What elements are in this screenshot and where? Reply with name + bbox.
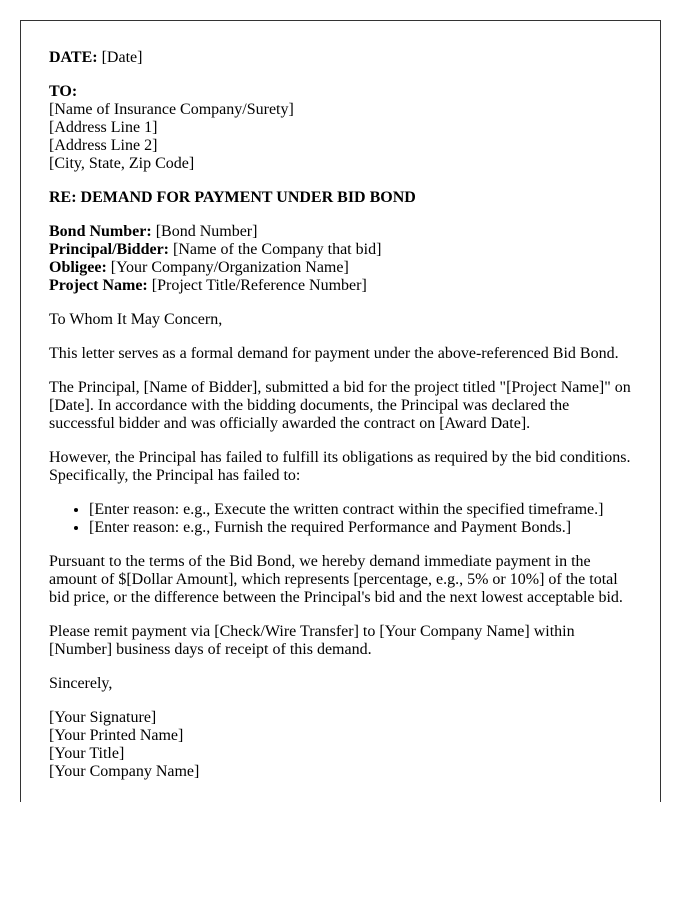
date-value: [Date] bbox=[101, 49, 143, 66]
bond-number-label: Bond Number: bbox=[49, 223, 152, 240]
bond-number-value: [Bond Number] bbox=[155, 223, 258, 240]
body-paragraph-intro: This letter serves as a formal demand for payment under the above-referenced Bid Bond. bbox=[49, 345, 619, 362]
recipient-city-state-zip: [City, State, Zip Code] bbox=[49, 155, 195, 172]
project-name-value: [Project Title/Reference Number] bbox=[151, 277, 367, 294]
signer-title: [Your Title] bbox=[49, 745, 125, 762]
reasons-list bbox=[49, 501, 632, 537]
printed-name: [Your Printed Name] bbox=[49, 727, 184, 744]
project-name-line bbox=[49, 277, 632, 295]
date-line bbox=[49, 49, 632, 67]
recipient-address-2: [Address Line 2] bbox=[49, 137, 158, 154]
recipient-block bbox=[49, 83, 632, 173]
body-paragraph-demand: Pursuant to the terms of the Bid Bond, we hereby demand immediate payment in the amount of $[Dollar Amount], which represents [percentage, e.g., 5% or 10%] of the total bid price, or the difference between the Principal's bid and the next lowest acceptable bid. bbox=[49, 553, 623, 606]
obligee-value: [Your Company/Organization Name] bbox=[110, 259, 349, 276]
reason-item: • [Enter reason: e.g., Furnish the required Performance and Payment Bonds.] bbox=[89, 519, 632, 537]
recipient-label: TO: bbox=[49, 83, 78, 100]
signer-company: [Your Company Name] bbox=[49, 763, 200, 780]
principal-line bbox=[49, 241, 632, 259]
signature: [Your Signature] bbox=[49, 709, 157, 726]
subject-line: RE: DEMAND FOR PAYMENT UNDER BID BOND bbox=[49, 189, 416, 206]
signature-block bbox=[49, 709, 632, 781]
reason-item: • [Enter reason: e.g., Execute the written contract within the specified timeframe.] bbox=[89, 501, 632, 519]
body-paragraph-failure: However, the Principal has failed to fulfill its obligations as required by the bid conditions. Specifically, the Principal has failed to: bbox=[49, 449, 631, 484]
obligee-label: Obligee: bbox=[49, 259, 107, 276]
recipient-address-1: [Address Line 1] bbox=[49, 119, 158, 136]
obligee-line bbox=[49, 259, 632, 277]
date-label: DATE: bbox=[49, 49, 98, 66]
letter-document bbox=[20, 20, 661, 802]
project-name-label: Project Name: bbox=[49, 277, 148, 294]
body-paragraph-background: The Principal, [Name of Bidder], submitted a bid for the project titled "[Project Name]" on [Date]. In accordance with the bidding documents, the Principal was declared the successful bidder and was officially awarded the contract on [Award Date]. bbox=[49, 379, 631, 432]
body-paragraph-remittance: Please remit payment via [Check/Wire Transfer] to [Your Company Name] within [Number] business days of receipt of this demand. bbox=[49, 623, 575, 658]
recipient-name: [Name of Insurance Company/Surety] bbox=[49, 101, 294, 118]
valediction: Sincerely, bbox=[49, 675, 113, 692]
salutation: To Whom It May Concern, bbox=[49, 311, 223, 328]
principal-value: [Name of the Company that bid] bbox=[173, 241, 382, 258]
principal-label: Principal/Bidder: bbox=[49, 241, 169, 258]
bond-number-line bbox=[49, 223, 632, 241]
bond-details bbox=[49, 223, 632, 295]
